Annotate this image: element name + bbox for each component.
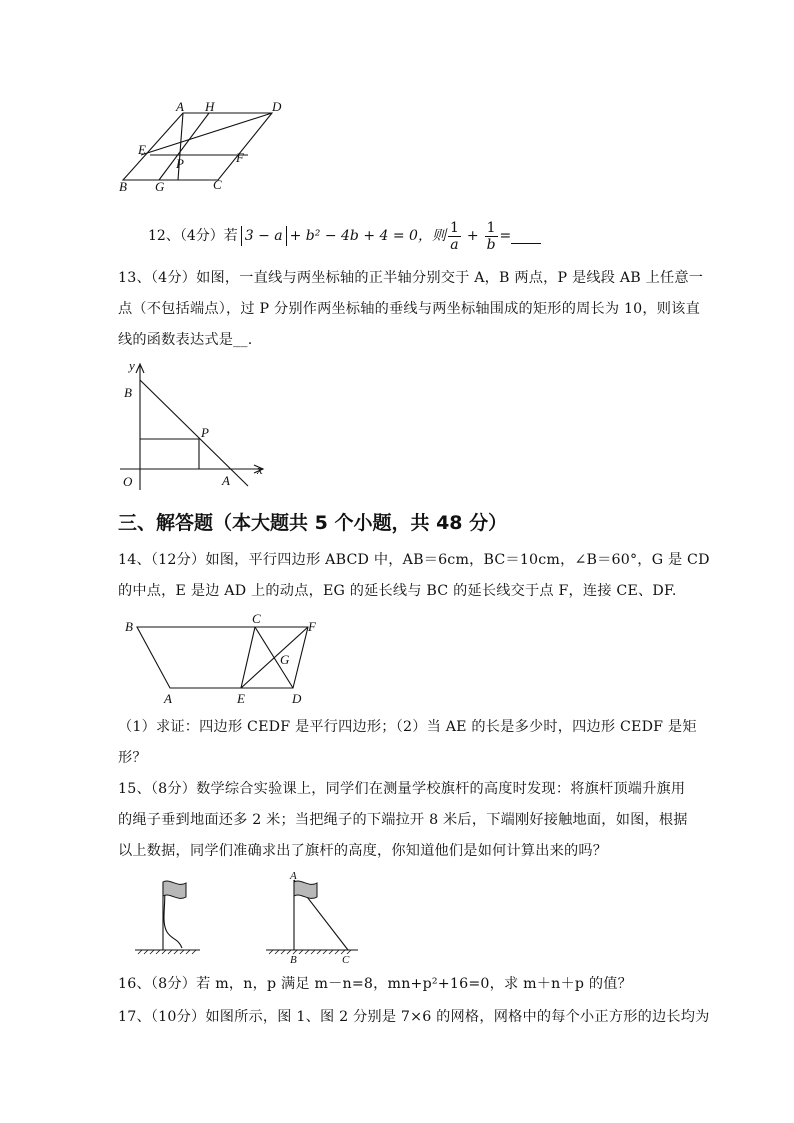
label-F: F	[236, 150, 244, 165]
q15-line-2: 的绳子垂到地面还多 2 米；当把绳子的下端拉开 8 米后，下端刚好接触地面，如图，根据	[118, 812, 688, 828]
q16-line-1: 16、（8分）若 m，n，p 满足 m－n=8，mn+p²+16=0，求 m＋n＋p 的值？	[118, 976, 633, 992]
q13-line-1: 13、（4分）如图，一直线与两坐标轴的正半轴分别交于 A，B 两点，P 是线段 AB 上任意一	[118, 270, 704, 286]
label-A: A	[290, 870, 297, 882]
label-A: A	[176, 99, 184, 114]
q14-line-4: 形？	[118, 750, 147, 766]
q13-line-3: 线的函数表达式是__.	[118, 332, 253, 348]
q12-prefix: 12、（4分）若	[148, 228, 238, 244]
label-D: D	[292, 691, 302, 706]
q13-line-2: 点（不包括端点），过 P 分别作两坐标轴的垂线与两坐标轴围成的矩形的周长为 10，则该直	[118, 301, 700, 317]
label-B: B	[290, 954, 297, 965]
label-G: G	[155, 179, 165, 194]
q12-fraction-2	[485, 220, 498, 253]
question-12	[148, 218, 541, 254]
q14-line-1: 14、（12分）如图，平行四边形 ABCD 中，AB＝6cm，BC＝10cm，∠B＝60°，G 是 CD	[118, 552, 710, 568]
q12-equals: =	[499, 228, 512, 244]
q12-den1: a	[450, 236, 459, 253]
label-H: H	[205, 99, 215, 114]
label-F: F	[308, 619, 316, 634]
q14-line-3: （1）求证：四边形 CEDF 是平行四边形；（2）当 AE 的长是多少时，四边形 CEDF 是矩	[118, 719, 697, 735]
figure-parallelogram-cedf	[115, 610, 335, 710]
label-B: B	[125, 619, 133, 634]
q12-den2: b	[486, 236, 496, 253]
label-C: C	[213, 177, 222, 192]
q14-line-2: 的中点，E 是边 AD 上的动点，EG 的延长线与 BC 的延长线交于点 F，连接 CE、DF.	[118, 583, 677, 599]
q12-num1: 1	[449, 219, 459, 236]
figure-flagpole	[130, 870, 370, 965]
q15-line-3: 以上数据，同学们准确求出了旗杆的高度，你知道他们是如何计算出来的吗？	[118, 843, 608, 859]
figure-parallelogram-abcd	[110, 96, 300, 196]
label-A: A	[164, 691, 172, 706]
label-O: O	[123, 474, 133, 489]
figure-coordinate-line	[115, 358, 275, 498]
q12-abs-expression: 3 − a	[241, 226, 287, 246]
label-x-axis: x	[257, 462, 263, 477]
q12-plus: +	[466, 228, 479, 244]
label-C: C	[342, 954, 350, 965]
q17-line-1: 17、（10分）如图所示，图 1、图 2 分别是 7×6 的网格，网格中的每个小正方形的边长均为	[118, 1009, 710, 1025]
q12-num2: 1	[486, 219, 496, 236]
q12-answer-blank	[511, 229, 541, 244]
label-E: E	[138, 142, 146, 157]
label-P: P	[176, 156, 184, 171]
q12-fraction-1	[448, 220, 461, 253]
label-B: B	[119, 179, 127, 194]
label-y-axis: y	[129, 358, 135, 373]
section-3-title: 三、解答题（本大题共 5 个小题，共 48 分）	[118, 512, 508, 534]
label-G: G	[280, 652, 290, 667]
label-P: P	[201, 425, 209, 440]
label-D: D	[272, 99, 282, 114]
label-E: E	[237, 691, 245, 706]
q12-middle: + b² − 4b + 4 = 0，则	[289, 228, 446, 244]
label-C: C	[252, 611, 261, 626]
label-A: A	[222, 473, 230, 488]
label-B: B	[124, 385, 132, 400]
q15-line-1: 15、（8分）数学综合实验课上，同学们在测量学校旗杆的高度时发现：将旗杆顶端升旗用	[118, 781, 686, 797]
